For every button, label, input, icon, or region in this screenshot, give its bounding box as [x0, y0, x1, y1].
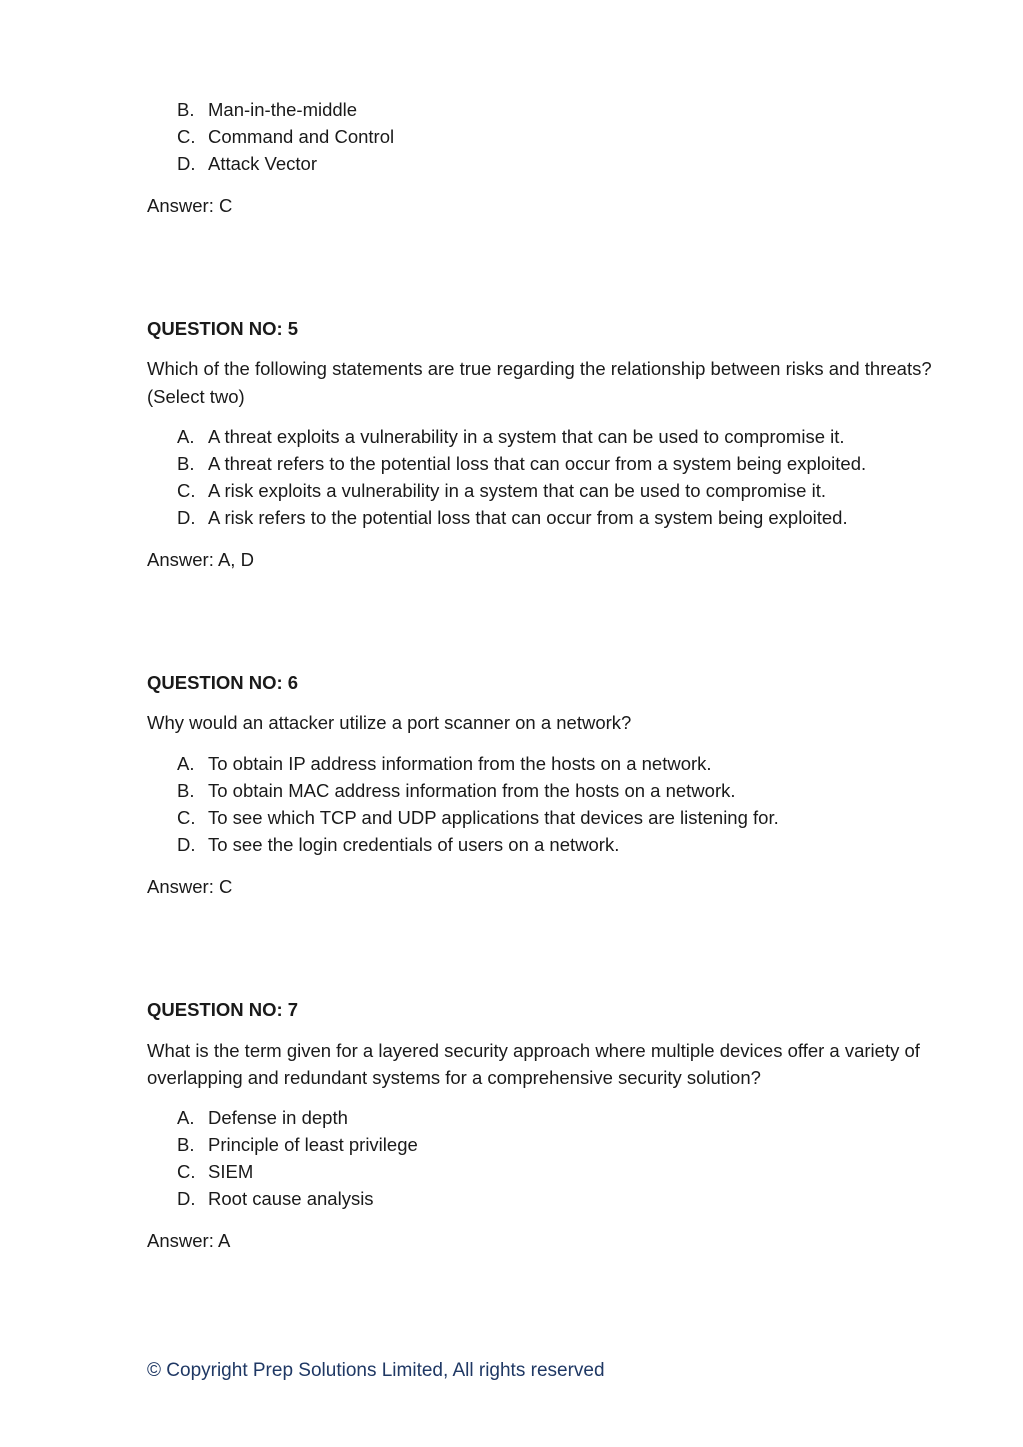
option-letter: C. [177, 807, 196, 828]
option-item [177, 751, 712, 777]
option-item [177, 124, 394, 150]
question-heading: QUESTION NO: 5 [147, 318, 299, 339]
option-letter: C. [177, 480, 196, 501]
question-prompt-line: (Select two) [147, 386, 245, 407]
option-letter: C. [177, 1161, 196, 1182]
answer-text: Answer: C [147, 876, 233, 897]
option-item [177, 832, 619, 858]
option-text: A risk refers to the potential loss that can occur from a system being exploited. [208, 507, 848, 528]
answer-text: Answer: C [147, 195, 233, 216]
option-text: A threat refers to the potential loss that can occur from a system being exploited. [208, 453, 867, 474]
question-prompt-line: overlapping and redundant systems for a comprehensive security solution? [147, 1067, 761, 1088]
option-letter: B. [177, 1134, 195, 1155]
option-letter: B. [177, 453, 195, 474]
option-letter: C. [177, 126, 196, 147]
option-letter: B. [177, 780, 195, 801]
option-item [177, 778, 736, 804]
question-prompt-line: What is the term given for a layered security approach where multiple devices offer a variety of [147, 1040, 920, 1061]
option-letter: D. [177, 507, 196, 528]
option-letter: A. [177, 426, 195, 447]
option-item [177, 478, 826, 504]
option-item [177, 151, 317, 177]
option-text: To see the login credentials of users on a network. [208, 834, 620, 855]
option-letter: B. [177, 99, 195, 120]
option-item [177, 97, 357, 123]
option-item [177, 1186, 374, 1212]
question-prompt-line: Why would an attacker utilize a port scanner on a network? [147, 712, 632, 733]
option-text: Command and Control [208, 126, 395, 147]
option-item [177, 424, 845, 450]
option-item [177, 505, 848, 531]
option-text: A risk exploits a vulnerability in a system that can be used to compromise it. [208, 480, 826, 501]
option-text: Principle of least privilege [208, 1134, 418, 1155]
question-prompt-line: Which of the following statements are true regarding the relationship between risks and threats? [147, 358, 932, 379]
option-text: To obtain IP address information from the hosts on a network. [208, 753, 712, 774]
option-text: SIEM [208, 1161, 254, 1182]
option-text: Defense in depth [208, 1107, 348, 1128]
option-item [177, 1132, 418, 1158]
option-text: To see which TCP and UDP applications that devices are listening for. [208, 807, 779, 828]
option-letter: A. [177, 753, 195, 774]
option-text: A threat exploits a vulnerability in a system that can be used to compromise it. [208, 426, 845, 447]
copyright-footer: © Copyright Prep Solutions Limited, All rights reserved [147, 1360, 605, 1381]
option-text: Man-in-the-middle [208, 99, 358, 120]
option-item [177, 805, 779, 831]
question-heading: QUESTION NO: 7 [147, 999, 299, 1020]
option-letter: D. [177, 153, 196, 174]
answer-text: Answer: A [147, 1230, 231, 1251]
option-text: Root cause analysis [208, 1188, 374, 1209]
option-letter: A. [177, 1107, 195, 1128]
option-item [177, 451, 866, 477]
question-heading: QUESTION NO: 6 [147, 672, 299, 693]
answer-text: Answer: A, D [147, 549, 254, 570]
option-item [177, 1105, 348, 1131]
option-text: To obtain MAC address information from the hosts on a network. [208, 780, 736, 801]
option-letter: D. [177, 834, 196, 855]
option-text: Attack Vector [208, 153, 317, 174]
option-item [177, 1159, 253, 1185]
option-letter: D. [177, 1188, 196, 1209]
